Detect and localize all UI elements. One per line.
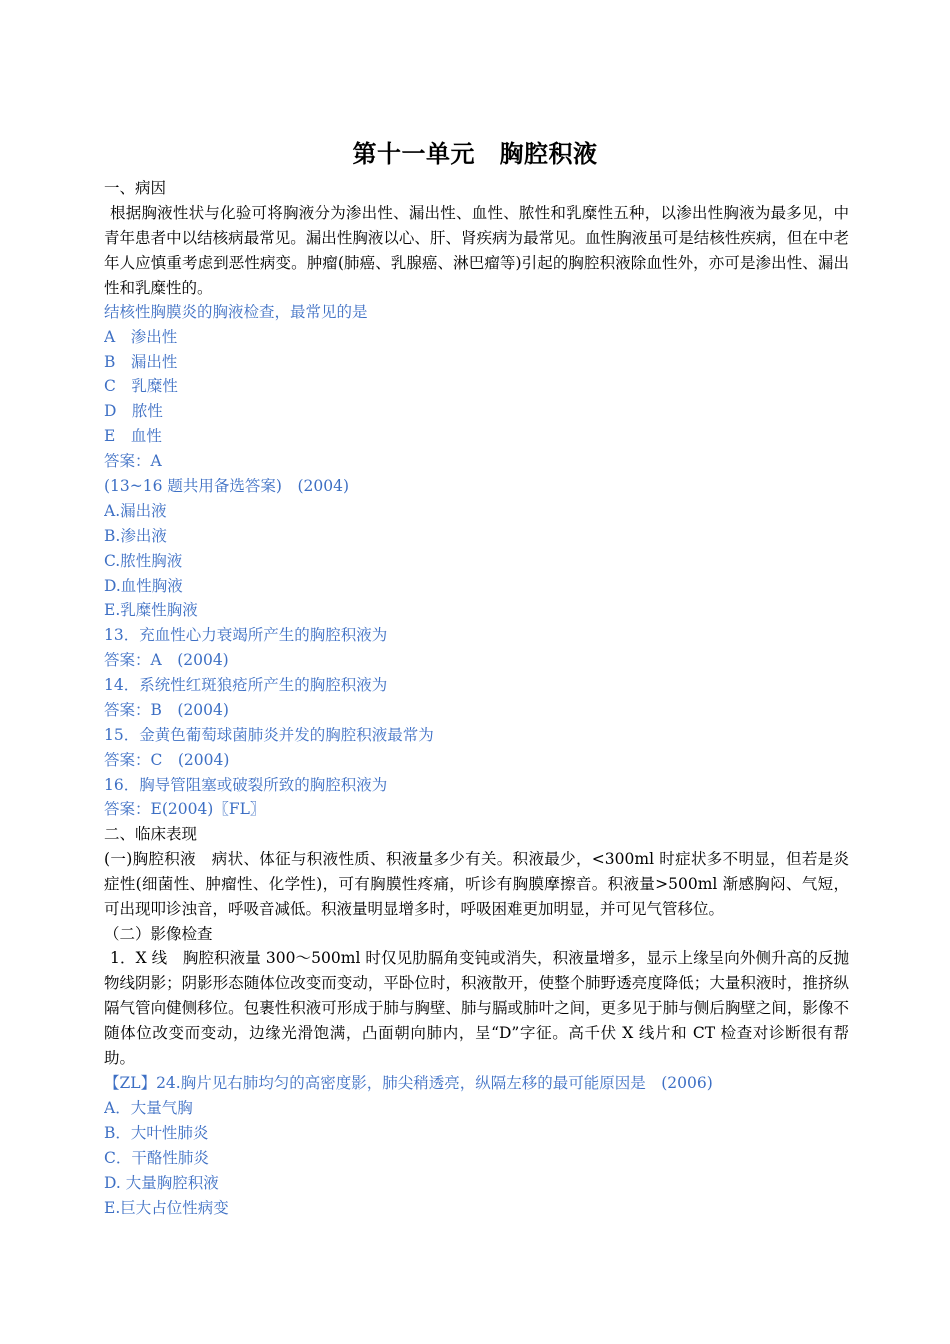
question-13-answer: 答案：A (2004) [104, 651, 229, 669]
effusion-paragraph: (一)胸腔积液 病状、体征与积液性质、积液量多少有关。积液最少，<300ml 时症状多不明显，但若是炎症性(细菌性、肿瘤性、化学性)，可有胸膜性疼痛，听诊有胸膜摩擦音。积液量>500ml 渐感胸闷、气短，可出现叩诊浊音，呼吸音减低。积液量明显增多时，呼吸困难更加明显，并可见气管移位。 [104, 850, 849, 918]
question-stem: 结核性胸膜炎的胸液检查，最常见的是 [104, 303, 368, 321]
xray-paragraph: 1．X 线 胸腔积液量 300～500ml 时仅见肋膈角变钝或消失，积液量增多，显示上缘呈向外侧升高的反抛物线阴影；阴影形态随体位改变而变动，平卧位时，积液散开，使整个肺野透亮度降低；大量积液时，推挤纵隔气管向健侧移位。包裹性积液可形成于肺与胸壁、肺与膈或肺叶之间，更多见于肺与侧后胸壁之间，影像不随体位改变而变动，边缘光滑饱满，凸面朝向肺内，呈“D”字征。高千伏 X 线片和 CT 检查对诊断很有帮助。 [104, 949, 849, 1067]
option-e: E 血性 [104, 427, 162, 445]
question-14-stem: 14．系统性红斑狼疮所产生的胸腔积液为 [104, 676, 388, 694]
group-option-b: B.渗出液 [104, 527, 167, 545]
question-15-answer: 答案：C (2004) [104, 751, 230, 769]
q24-option-c: C．干酪性肺炎 [104, 1149, 209, 1167]
question-14-answer: 答案：B (2004) [104, 701, 229, 719]
question-group-header: (13~16 题共用备选答案) (2004) [104, 477, 349, 495]
section-heading-etiology: 一、病因 [104, 179, 167, 197]
q24-option-a: A．大量气胸 [104, 1099, 193, 1117]
question-13-stem: 13．充血性心力衰竭所产生的胸腔积液为 [104, 626, 388, 644]
question-16-stem: 16．胸导管阻塞或破裂所致的胸腔积液为 [104, 776, 388, 794]
group-option-e: E.乳糜性胸液 [104, 601, 198, 619]
page-title: 第十一单元 胸腔积液 [352, 140, 598, 168]
answer-text: 答案：A [104, 452, 162, 470]
question-15-stem: 15．金黄色葡萄球菌肺炎并发的胸腔积液最常为 [104, 726, 434, 744]
q24-option-e: E.巨大占位性病变 [104, 1199, 229, 1217]
q24-option-d: D. 大量胸腔积液 [104, 1174, 219, 1192]
option-a: A 渗出性 [104, 328, 178, 346]
option-b: B 漏出性 [104, 353, 178, 371]
etiology-paragraph: 根据胸液性状与化验可将胸液分为渗出性、漏出性、血性、脓性和乳糜性五种，以渗出性胸液为最多见，中青年患者中以结核病最常见。漏出性胸液以心、肝、肾疾病为最常见。血性胸液虽可是结核性疾病，但在中老年人应慎重考虑到恶性病变。肿瘤(肺癌、乳腺癌、淋巴瘤等)引起的胸腔积液除血性外，亦可是渗出性、漏出性和乳糜性的。 [104, 204, 849, 297]
imaging-subheading: （二）影像检查 [104, 925, 213, 943]
q24-option-b: B．大叶性肺炎 [104, 1124, 209, 1142]
question-16-answer: 答案：E(2004)〖FL〗 [104, 800, 266, 818]
option-d: D 脓性 [104, 402, 163, 420]
option-c: C 乳糜性 [104, 377, 178, 395]
section-heading-clinical: 二、临床表现 [104, 825, 198, 843]
group-option-d: D.血性胸液 [104, 577, 183, 595]
group-option-c: C.脓性胸液 [104, 552, 183, 570]
group-option-a: A.漏出液 [104, 502, 167, 520]
question-24-stem: 【ZL】24.胸片见右肺均匀的高密度影，肺尖稍透亮，纵隔左移的最可能原因是 (2006) [104, 1074, 713, 1092]
